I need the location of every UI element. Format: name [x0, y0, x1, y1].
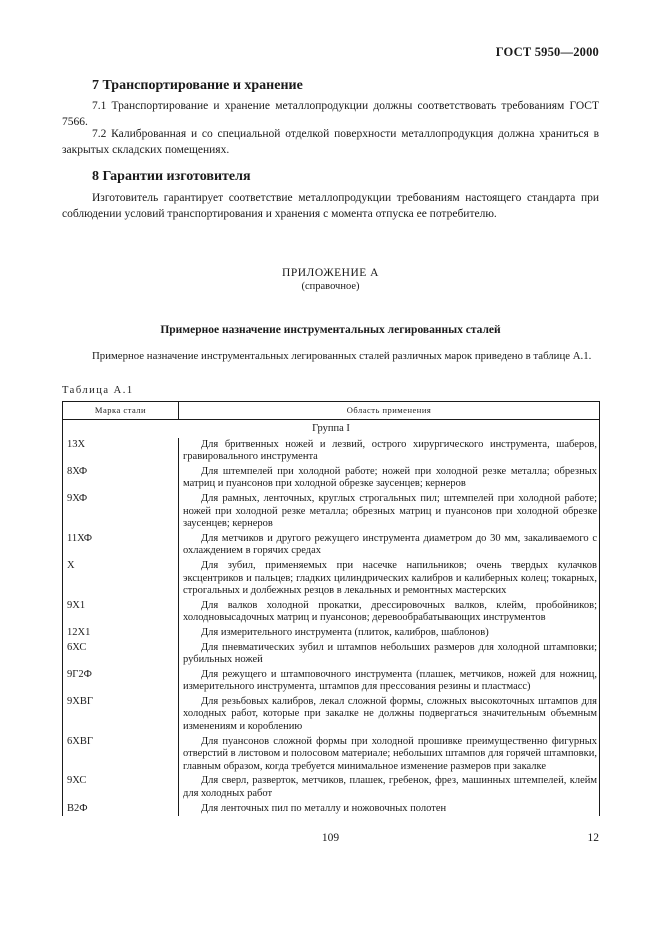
- appendix-subtitle: (справочное): [301, 281, 360, 292]
- steel-usage-table: [62, 401, 600, 816]
- table-group-row: [63, 420, 600, 438]
- page-number: 109: [321, 832, 340, 844]
- section-7-paragraph-2: 7.2 Калиброванная и со специальной отделкой поверхности металлопродукция должна храниться в закрытых складских помещениях.: [62, 128, 599, 156]
- steel-grade: 11ХФ: [63, 532, 179, 559]
- group-label: Группа I: [63, 420, 600, 438]
- table-row: [63, 802, 600, 817]
- table-row: [63, 668, 600, 695]
- steel-use: Для пуансонов сложной формы при холодной прошивке преимущественно фигурных отверстий в листовом и полосовом материале; небольших штампов для горячей штамповки, главным образом, когда требуется минимальное изменение размеров при закалке: [179, 735, 600, 775]
- table-row: [63, 735, 600, 775]
- appendix-heading: Примерное назначение инструментальных легированных сталей: [160, 324, 501, 336]
- steel-grade: 12Х1: [63, 626, 179, 641]
- steel-use: Для сверл, разверток, метчиков, плашек, гребенок, фрез, машинных штемпелей, клейм для холодных работ: [179, 774, 600, 801]
- steel-use: Для рамных, ленточных, круглых строгальных пил; штемпелей при холодной работе; ножей при холодной резке металла; обрезных матриц и пуансонов при холодной обрезке заусенцев; кернеров: [179, 492, 600, 532]
- steel-use: Для ленточных пил по металлу и ножовочных полотен: [179, 802, 600, 817]
- steel-use: Для резьбовых калибров, лекал сложной формы, сложных высокоточных штампов для холодных работ, которые при закалке не должны подвергаться значительным объемным изменениям и короблению: [179, 695, 600, 735]
- steel-grade: 9ХС: [63, 774, 179, 801]
- table-row: [63, 465, 600, 492]
- table-row: [63, 695, 600, 735]
- table-row: [63, 438, 600, 465]
- table-row: [63, 599, 600, 626]
- table-row: [63, 641, 600, 668]
- table-row: [63, 626, 600, 641]
- appendix-title: ПРИЛОЖЕНИЕ А: [282, 267, 379, 279]
- steel-use: Для бритвенных ножей и лезвий, острого хирургического инструмента, шаберов, гравировального инструмента: [179, 438, 600, 465]
- steel-use: Для режущего и штамповочного инструмента (плашек, метчиков, ножей для ножниц, измерительного инструмента, штампов для прессования резины и пластмасс): [179, 668, 600, 695]
- section-8-paragraph: Изготовитель гарантирует соответствие металлопродукции требованиям настоящего стандарта при соблюдении условий транспортирования и хранения с момента отпуска ее потребителю.: [62, 192, 599, 220]
- column-header-use: Область применения: [179, 402, 600, 420]
- steel-grade: 8ХФ: [63, 465, 179, 492]
- sheet-number: 12: [587, 832, 599, 844]
- section-8-title: 8 Гарантии изготовителя: [92, 169, 251, 184]
- steel-grade: В2Ф: [63, 802, 179, 817]
- document-code: ГОСТ 5950—2000: [495, 45, 599, 59]
- steel-grade: Х: [63, 559, 179, 599]
- steel-grade: 9Г2Ф: [63, 668, 179, 695]
- steel-use: Для пневматических зубил и штампов небольших размеров для холодной штамповки; рубильных ножей: [179, 641, 600, 668]
- appendix-intro: Примерное назначение инструментальных легированных сталей различных марок приведено в таблице А.1.: [92, 350, 592, 362]
- column-header-grade: Марка стали: [63, 402, 179, 420]
- steel-grade: 6ХВГ: [63, 735, 179, 775]
- table-row: [63, 532, 600, 559]
- steel-use: Для метчиков и другого режущего инструмента диаметром до 30 мм, закаливаемого с охлаждением в горячих средах: [179, 532, 600, 559]
- section-7-title: 7 Транспортирование и хранение: [92, 78, 303, 93]
- steel-grade: 6ХС: [63, 641, 179, 668]
- table-row: [63, 774, 600, 801]
- steel-grade: 9ХВГ: [63, 695, 179, 735]
- steel-grade: 9Х1: [63, 599, 179, 626]
- steel-use: Для штемпелей при холодной работе; ножей при холодной резке металла; обрезных матриц и пуансонов при холодной обрезке заусенцев; кернеров: [179, 465, 600, 492]
- steel-grade: 13Х: [63, 438, 179, 465]
- table-row: [63, 559, 600, 599]
- table-header-row: [63, 402, 600, 420]
- section-7-paragraph-1: 7.1 Транспортирование и хранение металлопродукции должны соответствовать требованиям ГОСТ 7566.: [62, 100, 599, 128]
- steel-use: Для валков холодной прокатки, дрессировочных валков, клейм, пробойников; холодновысадочных матриц и пуансонов; деревообрабатывающих инструментов: [179, 599, 600, 626]
- steel-use: Для измерительного инструмента (плиток, калибров, шаблонов): [179, 626, 600, 641]
- steel-use: Для зубил, применяемых при насечке напильников; очень твердых кулачков эксцентриков и пальцев; гладких цилиндрических калибров и калиберных колец; токарных, строгальных и долбежных резцов в лекальных и ремонтных мастерских: [179, 559, 600, 599]
- steel-grade: 9ХФ: [63, 492, 179, 532]
- table-caption: Таблица А.1: [62, 385, 134, 396]
- table-row: [63, 492, 600, 532]
